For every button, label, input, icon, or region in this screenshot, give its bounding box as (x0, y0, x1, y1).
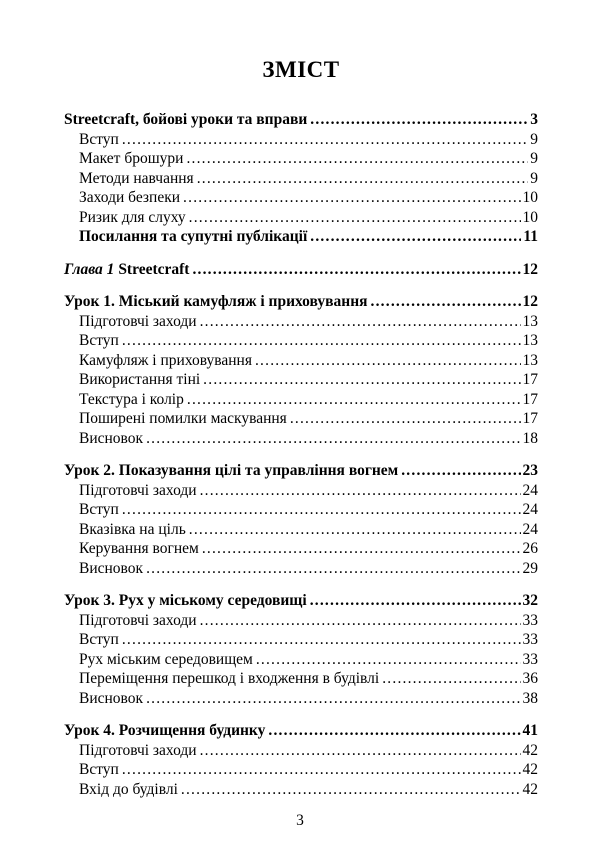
toc-entry-label-wrap (79, 130, 119, 150)
toc-entry-label: Урок 2. Показування цілі та управління вогнем (64, 462, 399, 479)
dot-leader (200, 481, 521, 501)
toc-entry-label-wrap (64, 292, 368, 312)
toc-entry-page: 33 (522, 631, 538, 648)
toc-entry-label: Переміщення перешкод і входження в будівлі (79, 670, 380, 687)
toc-entry-page: 13 (522, 332, 538, 349)
toc-entry-page: 38 (522, 689, 538, 707)
toc-entry-label: Підготовчі заходи (79, 481, 197, 499)
toc-entry-label: Текстура і колір (79, 390, 184, 408)
toc-entry-label: Підготовчі заходи (79, 611, 197, 629)
toc-entry-label-wrap (79, 481, 197, 501)
toc-entry[interactable] (64, 227, 538, 247)
toc-entry[interactable] (64, 539, 538, 559)
toc-entry[interactable] (64, 130, 538, 150)
toc-entry-label: Висновок (79, 559, 144, 577)
dot-leader (203, 370, 520, 390)
dot-leader (189, 520, 521, 540)
toc-entry-label: Поширені помилки маскування (79, 410, 287, 427)
toc-entry[interactable] (64, 741, 538, 761)
toc-entry-page: 41 (522, 722, 538, 739)
toc-entry[interactable] (64, 188, 538, 208)
toc-entry-label: Вступ (79, 130, 119, 148)
toc-entry[interactable] (64, 390, 538, 410)
toc-entry-label-wrap (79, 370, 200, 390)
dot-leader (192, 260, 520, 280)
toc-entry-page: 3 (530, 111, 538, 128)
toc-entry-label-wrap (79, 689, 143, 709)
toc-entry[interactable] (64, 500, 538, 520)
dot-leader (146, 429, 520, 449)
toc-entry[interactable] (64, 260, 538, 280)
toc-entry-page: 10 (522, 208, 538, 226)
toc-entry-label: Вказівка на ціль (79, 520, 186, 538)
toc-entry-label: Streetcraft, бойові уроки та вправи (64, 111, 308, 128)
toc-entry-label-wrap (79, 188, 180, 208)
toc-entry-label: Висновок (79, 689, 144, 707)
toc-entry-label-wrap (79, 760, 119, 780)
toc-entry-page: 32 (522, 592, 538, 609)
toc-entry-label-wrap (79, 630, 119, 650)
toc-entry[interactable] (64, 780, 538, 800)
toc-entry[interactable] (64, 611, 538, 631)
toc-entry-label: Вступ (79, 332, 119, 349)
toc-entry-page: 23 (522, 462, 538, 479)
toc-entry-page: 10 (522, 189, 538, 206)
toc-entry-label: Урок 1. Міський камуфляж і приховування (64, 293, 368, 310)
toc-entry-label: Посилання та супутні публікації (79, 228, 308, 245)
toc-entry-label-wrap (79, 741, 197, 761)
toc-entry-page: 17 (522, 371, 538, 388)
toc-entry-label: Заходи безпеки (79, 189, 181, 206)
toc-entry-label-wrap (64, 721, 265, 741)
dot-leader (122, 500, 521, 520)
toc-entry-label: Макет брошури (79, 150, 184, 167)
page-number-footer: 3 (296, 812, 304, 829)
dot-leader (200, 741, 521, 761)
page-title: ЗМІСТ (262, 57, 340, 82)
toc-entry[interactable] (64, 429, 538, 449)
dot-leader (122, 760, 521, 780)
toc-entry[interactable] (64, 591, 538, 611)
toc-entry-page: 36 (522, 670, 538, 687)
toc-entry[interactable] (64, 630, 538, 650)
toc-entry[interactable] (64, 721, 538, 741)
toc-entry-label: Урок 3. Рух у міському середовищі (64, 592, 307, 609)
toc-entry-label-wrap (79, 390, 184, 410)
toc-entry[interactable] (64, 110, 538, 130)
toc-entry[interactable] (64, 559, 538, 579)
toc-entry-label-wrap (64, 260, 189, 280)
toc-entry-page: 33 (522, 611, 538, 629)
dot-leader (183, 188, 520, 208)
toc-entry-label: Камуфляж і приховування (79, 351, 252, 369)
dot-leader (310, 110, 528, 130)
dot-leader (401, 461, 520, 481)
dot-leader (146, 559, 520, 579)
toc-entry-page: 42 (522, 780, 538, 798)
toc-entry-label: Вступ (79, 761, 119, 778)
toc-entry-page: 11 (523, 228, 538, 245)
toc-entry-page: 24 (522, 501, 538, 518)
dot-leader (200, 611, 521, 631)
toc-entry-page: 9 (530, 169, 538, 187)
toc-entry-page: 29 (522, 559, 538, 577)
toc-entry[interactable] (64, 351, 538, 371)
toc-entry-page: 13 (522, 351, 538, 369)
toc-list (64, 110, 538, 799)
toc-entry-page: 13 (522, 312, 538, 330)
dot-leader (200, 312, 521, 332)
toc-entry-page: 42 (522, 761, 538, 778)
toc-entry-label-wrap (79, 312, 197, 332)
dot-leader (310, 227, 521, 247)
toc-entry[interactable] (64, 370, 538, 390)
toc-entry-label-wrap (79, 351, 252, 371)
toc-entry-label-wrap (79, 780, 178, 800)
toc-entry[interactable] (64, 312, 538, 332)
dot-leader (189, 208, 521, 228)
toc-entry-label-wrap (79, 520, 186, 540)
toc-entry-page: 12 (522, 293, 538, 310)
toc-entry-label: Вхід до будівлі (79, 780, 178, 798)
toc-entry-label-wrap (64, 461, 398, 481)
dot-leader (256, 650, 521, 670)
toc-entry-label-wrap (79, 169, 194, 189)
toc-entry[interactable] (64, 520, 538, 540)
dot-leader (122, 130, 528, 150)
dot-leader (268, 721, 520, 741)
toc-entry-label: Вступ (79, 631, 119, 648)
toc-entry-label-wrap (79, 227, 307, 247)
dot-leader (382, 669, 520, 689)
dot-leader (122, 630, 521, 650)
toc-entry[interactable] (64, 650, 538, 670)
toc-entry-page: 26 (522, 540, 538, 557)
toc-entry[interactable] (64, 409, 538, 429)
toc-entry-label: Висновок (79, 429, 144, 447)
dot-leader (146, 689, 520, 709)
toc-entry-label-wrap (79, 539, 199, 559)
toc-entry-chapter-prefix: Глава 1 (64, 260, 115, 278)
toc-entry[interactable] (64, 760, 538, 780)
toc-entry-label-wrap (64, 110, 307, 130)
toc-entry-page: 24 (522, 481, 538, 499)
toc-entry[interactable] (64, 481, 538, 501)
toc-entry-page: 9 (530, 150, 538, 167)
toc-entry-label: Рух міським середовищем (79, 650, 253, 668)
dot-leader (122, 331, 521, 351)
toc-entry-label-wrap (79, 149, 183, 169)
toc-entry-page: 9 (530, 130, 538, 148)
toc-entry[interactable] (64, 149, 538, 169)
toc-entry-label: Вступ (79, 501, 119, 518)
toc-entry-label-wrap (79, 611, 197, 631)
toc-entry-label: Методи навчання (79, 169, 194, 187)
toc-entry[interactable] (64, 669, 538, 689)
toc-entry-page: 42 (522, 741, 538, 759)
dot-leader (255, 351, 521, 371)
toc-entry-label-wrap (79, 409, 287, 429)
dot-leader (202, 539, 521, 559)
toc-entry-label-wrap (79, 669, 379, 689)
toc-entry-label-wrap (64, 591, 307, 611)
toc-entry-label-wrap (79, 429, 143, 449)
toc-entry-label-wrap (79, 331, 119, 351)
toc-entry[interactable] (64, 169, 538, 189)
toc-entry-label-wrap (79, 650, 253, 670)
toc-entry-page: 17 (522, 410, 538, 427)
dot-leader (371, 292, 521, 312)
toc-entry-label: Ризик для слуху (79, 208, 186, 226)
dot-leader (290, 409, 521, 429)
toc-entry-page: 17 (522, 390, 538, 408)
toc-entry-label-wrap (79, 500, 119, 520)
toc-entry-page: 12 (522, 260, 538, 278)
toc-entry[interactable] (64, 292, 538, 312)
dot-leader (186, 149, 528, 169)
toc-entry-page: 33 (522, 650, 538, 668)
toc-entry-label: Підготовчі заходи (79, 312, 197, 330)
toc-entry-page: 18 (522, 429, 538, 447)
dot-leader (181, 780, 521, 800)
toc-entry-label-wrap (79, 559, 143, 579)
toc-entry-label: Урок 4. Розчищення будинку (64, 722, 266, 739)
toc-entry-label: Підготовчі заходи (79, 741, 197, 759)
toc-entry[interactable] (64, 331, 538, 351)
toc-entry-label-wrap (79, 208, 186, 228)
toc-entry-label: Керування вогнем (79, 540, 199, 557)
toc-entry[interactable] (64, 689, 538, 709)
toc-entry-label: Streetcraft (114, 260, 190, 278)
dot-leader (310, 591, 521, 611)
dot-leader (197, 169, 529, 189)
toc-entry-label: Використання тіні (79, 371, 201, 388)
dot-leader (187, 390, 521, 410)
toc-entry[interactable] (64, 208, 538, 228)
toc-entry-page: 24 (522, 520, 538, 538)
toc-entry[interactable] (64, 461, 538, 481)
